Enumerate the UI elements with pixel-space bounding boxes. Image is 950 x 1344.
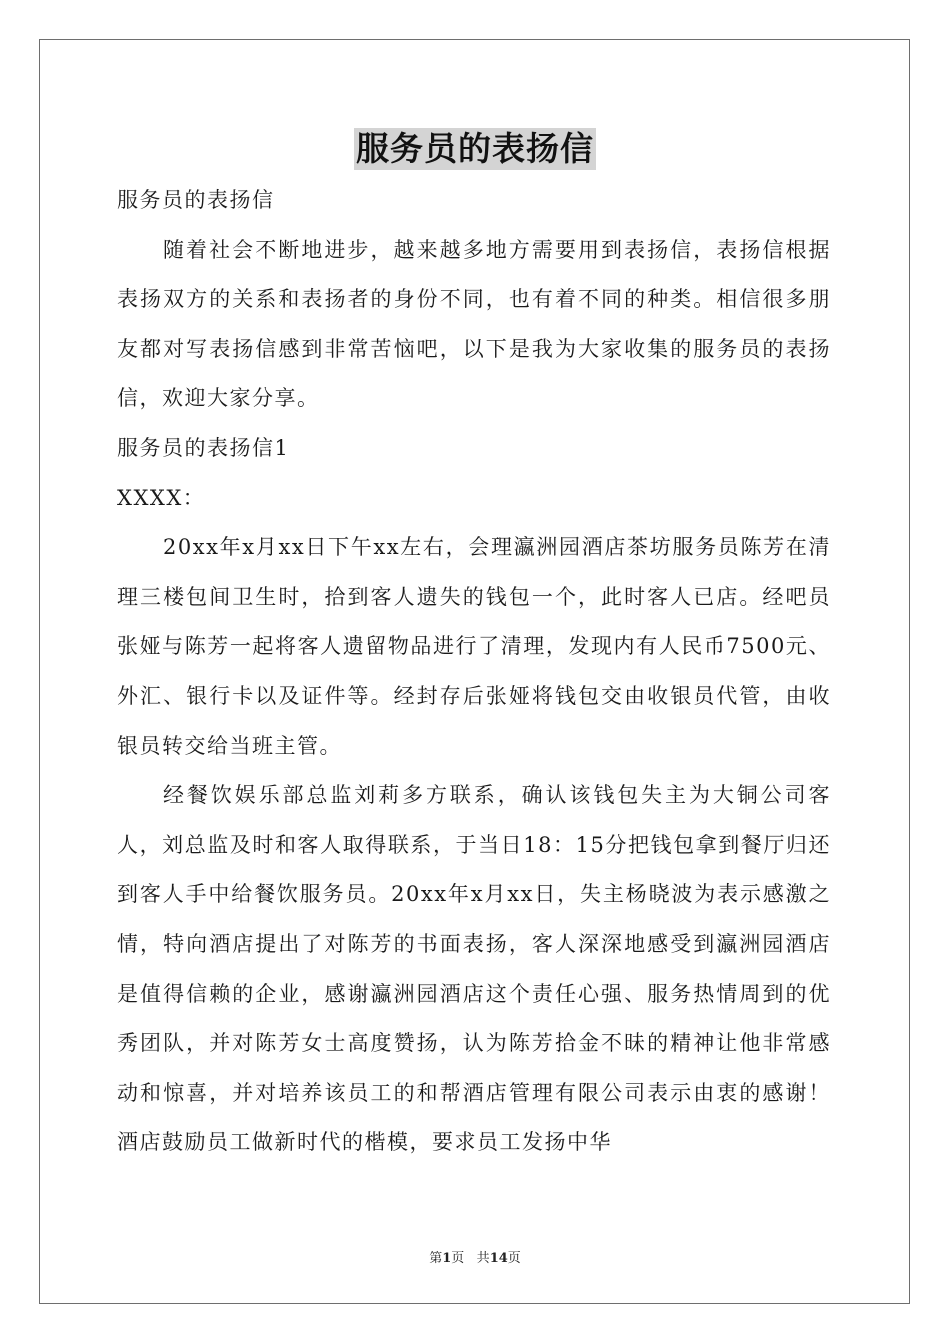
total-pages-number: 14 [489, 1251, 508, 1266]
page-suffix: 页 [451, 1251, 465, 1266]
total-prefix: 共 [476, 1251, 490, 1266]
current-page-number: 1 [442, 1251, 452, 1266]
body-paragraph: 20xx年x月xx日下午xx左右，会理瀛洲园酒店茶坊服务员陈芳在清理三楼包间卫生时，拾到客人遗失的钱包一个，此时客人已店。经吧员张娅与陈芳一起将客人遗留物品进行了清理，发现内有人民币7500元、外汇、银行卡以及证件等。经封存后张娅将钱包交由收银员代管，由收银员转交给当班主管。 [117, 535, 831, 758]
document-title: 服务员的表扬信 [356, 129, 594, 168]
page-footer [0, 1247, 950, 1266]
body-paragraph: 服务员的表扬信 [117, 188, 275, 212]
body-paragraph: 经餐饮娱乐部总监刘莉多方联系，确认该钱包失主为大铜公司客人，刘总监及时和客人取得联系，于当日18：15分把钱包拿到餐厅归还到客人手中给餐饮服务员。20xx年x月xx日，失主杨晓波为表示感激之情，特向酒店提出了对陈芳的书面表扬，客人深深地感受到瀛洲园酒店是值得信赖的企业，感谢瀛洲园酒店这个责任心强、服务热情周到的优秀团队，并对陈芳女士高度赞扬，认为陈芳拾金不昧的精神让他非常感动和惊喜，并对培养该员工的和帮酒店管理有限公司表示由衷的感谢！酒店鼓励员工做新时代的楷模，要求员工发扬中华 [117, 783, 831, 1155]
body-paragraph: 随着社会不断地进步，越来越多地方需要用到表扬信，表扬信根据表扬双方的关系和表扬者的身份不同，也有着不同的种类。相信很多朋友都对写表扬信感到非常苦恼吧，以下是我为大家收集的服务员的表扬信，欢迎大家分享。 [117, 237, 831, 411]
body-paragraph: XXXX： [117, 485, 206, 510]
body-paragraph: 服务员的表扬信1 [117, 435, 290, 460]
total-suffix: 页 [507, 1251, 521, 1266]
title-container [0, 128, 950, 170]
page-prefix: 第 [429, 1251, 443, 1266]
document-body [117, 176, 831, 1168]
